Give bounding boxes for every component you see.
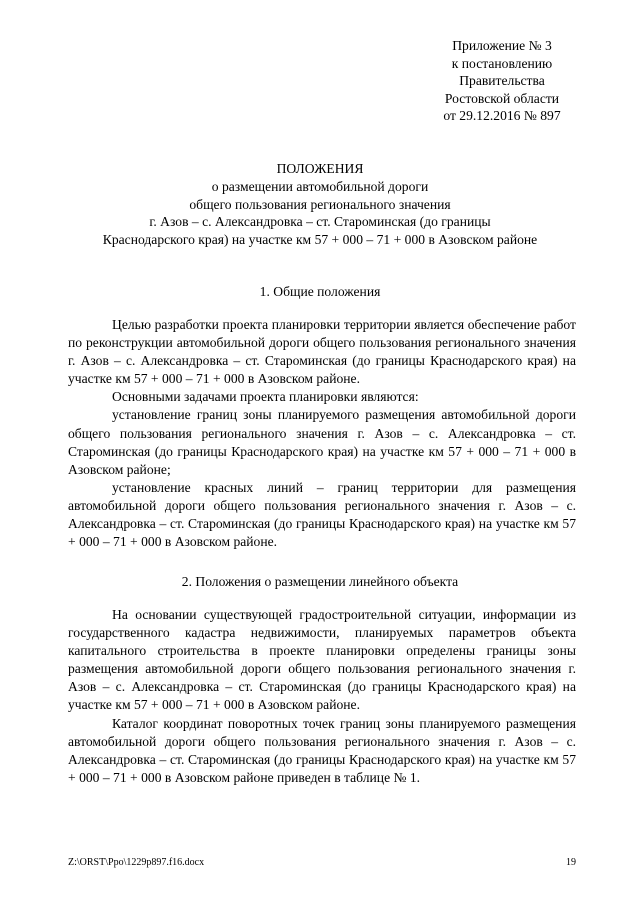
- footer-file-path: Z:\ORST\Ppo\1229p897.f16.docx: [68, 857, 205, 868]
- title-line: о размещении автомобильной дороги: [211, 178, 429, 194]
- appendix-line: Ростовской области: [444, 90, 560, 106]
- appendix-line: Приложение № 3: [452, 38, 552, 53]
- section-1-body: [68, 316, 576, 551]
- section-1-heading: 1. Общие положения: [259, 284, 381, 299]
- section-2-body: [68, 606, 576, 787]
- title-line: г. Азов – с. Александровка – ст. Староминская (до границы: [149, 214, 491, 230]
- appendix-line: Правительства: [459, 73, 545, 89]
- page-number: 19: [566, 857, 576, 868]
- paragraph: Основными задачами проекта планировки являются:: [112, 389, 419, 405]
- document-title: [40, 160, 600, 249]
- section-2-heading: 2. Положения о размещении линейного объекта: [181, 574, 459, 589]
- appendix-line: от 29.12.2016 № 897: [443, 108, 561, 124]
- appendix-header: [426, 37, 578, 125]
- paragraph: Целью разработки проекта планировки территории является обеспечение работ по реконструкции автомобильной дороги общего пользования регионального значения г. Азов – с. Александровка – ст. Староминская (до границы Краснодарского края) на участке км 57 + 000 – 71 + 000 в Азовском районе.: [68, 317, 576, 387]
- paragraph: На основании существующей градостроительной ситуации, информации из государственного кадастра недвижимости, планируемых параметров объекта капитального строительства в проекте планировки определены границы зоны размещения автомобильной дороги общего пользования регионального значения г. Азов – с. Александровка – ст. Староминская (до границы Краснодарского края) на участке км 57 + 000 – 71 + 000 в Азовском районе.: [68, 607, 576, 713]
- paragraph: установление границ зоны планируемого размещения автомобильной дороги общего пользования регионального значения г. Азов – с. Александровка – ст. Староминская (до границы Краснодарского края) на участке км 57 + 000 – 71 + 000 в Азовском районе;: [68, 407, 576, 477]
- title-line: общего пользования регионального значения: [189, 196, 451, 212]
- paragraph: Каталог координат поворотных точек границ зоны планируемого размещения автомобильной дороги общего пользования регионального значения г. Азов – с. Александровка – ст. Староминская (до границы Краснодарского края) на участке км 57 + 000 – 71 + 000 в Азовском районе приведен в таблице № 1.: [68, 715, 576, 785]
- appendix-line: к постановлению: [451, 55, 553, 71]
- title-line: ПОЛОЖЕНИЯ: [276, 161, 364, 176]
- paragraph: установление красных линий – границ территории для размещения автомобильной дороги общего пользования регионального значения г. Азов – с. Александровка – ст. Староминская (до границы Краснодарского края) на участке км 57 + 000 – 71 + 000 в Азовском районе.: [68, 479, 576, 550]
- title-line: Краснодарского края) на участке км 57 + 000 – 71 + 000 в Азовском районе: [102, 232, 538, 248]
